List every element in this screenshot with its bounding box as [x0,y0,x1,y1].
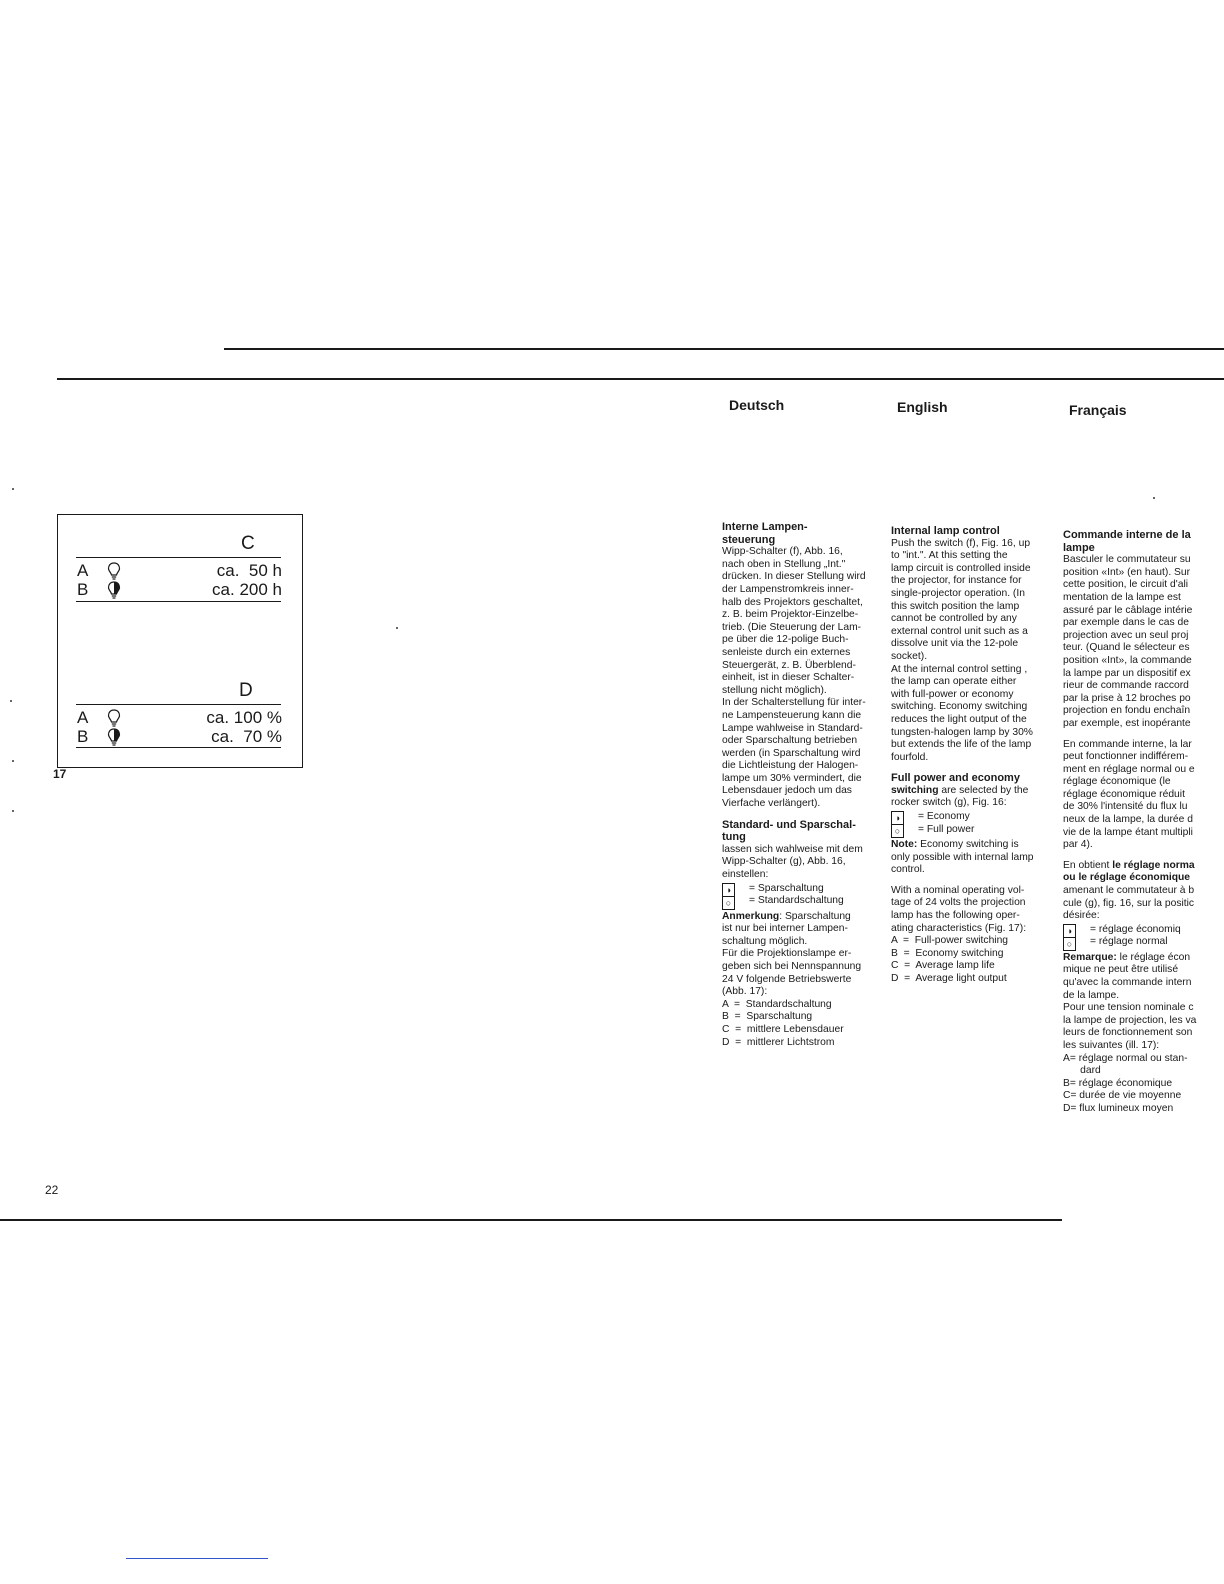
text-line: projection en fondu enchaîn [1063,705,1191,717]
text-line: cule (g), fig. 16, sur la positic [1063,897,1195,909]
text-fragment: En obtient [1063,859,1113,871]
row-letter: A [77,561,89,580]
text-line: Lampe wahlweise in Standard- [722,722,863,734]
language-heading-francais: Français [1069,402,1127,418]
table-row [77,561,282,581]
text-line: de la lampe. [1063,989,1120,1001]
section-heading: Internal lamp control [891,525,1000,537]
text-line: z. B. beim Projektor-Einzelbe- [722,609,859,621]
text-line: cette position, le circuit d'ali [1063,579,1189,591]
text-line: neux de la lampe, la durée d [1063,814,1193,826]
text-line: mentation de la lampe est [1063,591,1181,603]
row-value: ca. 70 % [211,727,282,746]
rocker-switch-icon: ◑ ○ [722,883,735,910]
table-rule [76,557,281,558]
text-line: ment en réglage normal ou e [1063,763,1195,775]
text-line: Basculer le commutateur su [1063,554,1191,566]
text-line: einheit, ist in dieser Schalter- [722,672,855,684]
legend-line: D = mittlerer Lichtstrom [722,1036,835,1048]
rocker-switch-icon: ◑ ○ [1063,924,1076,951]
link-underline [126,1558,268,1559]
text-line: halb des Projektors geschaltet, [722,596,863,608]
text-line: Pour une tension nominale c [1063,1002,1194,1014]
text-line: the lamp can operate either [891,676,1017,688]
section-heading: lampe [1063,541,1095,554]
column-francais [1063,529,1224,1116]
bulb-half-filled-icon [107,728,121,746]
bold-term: switching [891,784,939,796]
text-line: ating characteristics (Fig. 17): [891,922,1027,934]
switch-label: = Full power [918,823,975,835]
text-line: but extends the life of the lamp [891,739,1032,751]
text-line: assuré par le câblage intérie [1063,604,1193,616]
note-label: Note: [891,839,918,851]
text-line: Lebensdauer jedoch um das [722,785,852,797]
row-letter: A [77,708,89,727]
legend-line: dard [1063,1065,1101,1077]
text-line: the projector, for instance for [891,575,1022,587]
text-line: par exemple, est inopérante [1063,717,1191,729]
text-line: ne Lampensteuerung kann die [722,709,862,721]
switch-legend [722,883,890,910]
text-line: Steuergerät, z. B. Überblend- [722,659,856,671]
text-line: lassen sich wahlweise mit dem [722,843,863,855]
table-row [77,580,282,600]
section-heading: steuerung [722,533,776,546]
bulb-outline-icon [107,709,121,727]
switch-label: = Sparschaltung [749,882,824,894]
text-line: teur. (Quand le sélecteur es [1063,642,1190,654]
column-d-header: D [239,680,253,701]
legend-line: C = Average lamp life [891,960,995,972]
page-number: 22 [45,1183,59,1197]
text-line: position «Int» (en haut). Sur [1063,566,1191,578]
text-line: with full-power or economy [891,688,1014,700]
text-line: Wipp-Schalter (g), Abb. 16, [722,856,846,868]
legend-line: A = Standardschaltung [722,998,832,1010]
row-letter: B [77,727,89,746]
text-line: external control unit such as a [891,625,1028,637]
section-heading: Full power and economy [891,772,1020,785]
scan-speck [1153,497,1155,499]
text-line: At the internal control setting , [891,663,1028,675]
scan-speck [396,627,398,629]
text-line: lampe um 30% vermindert, die [722,772,862,784]
text-line: cannot be controlled by any [891,613,1017,625]
row-letter: B [77,580,89,599]
text-line: switching. Economy switching [891,701,1028,713]
text-line: tage of 24 volts the projection [891,897,1026,909]
switch-label: = réglage économiq [1090,923,1181,935]
text-line: qu'avec la commande intern [1063,977,1192,988]
figure-number: 17 [53,767,67,781]
text-line: drücken. In dieser Stellung wird [722,571,866,583]
text-line: fourfold. [891,751,929,763]
legend-line: B= réglage économique [1063,1077,1173,1089]
switch-label: = Economy [918,811,970,823]
text-line: die Lichtleistung der Halogen- [722,760,859,772]
legend-line: B = Sparschaltung [722,1011,813,1023]
text-line: this switch position the lamp [891,600,1020,612]
table-rule [76,747,281,748]
switch-legend [891,811,1061,838]
legend-line: C = mittlere Lebensdauer [722,1023,844,1035]
text-line: oder Sparschaltung betrieben [722,735,858,747]
legend-line: A= réglage normal ou stan- [1063,1052,1188,1064]
text-line: control. [891,864,925,876]
table-rule [76,601,281,602]
text-line: (Abb. 17): [722,986,768,998]
text-line: position «Int», la commande [1063,654,1192,666]
note-text: Economy switching is [917,839,1019,851]
language-heading-deutsch: Deutsch [729,397,785,413]
row-value: ca. 200 h [212,580,282,599]
text-line: les suivantes (ill. 17): [1063,1039,1160,1051]
text-line: peut fonctionner indifférem- [1063,751,1189,763]
note-line [891,839,1061,852]
text-line: reduces the light output of the [891,713,1027,725]
text-line: pe über die 12-polige Buch- [722,634,849,646]
rocker-switch-icon: ◑ ○ [891,811,904,838]
text-line: réglage économique (le [1063,776,1171,788]
table-row [77,727,282,747]
legend-line: B = Economy switching [891,947,1004,959]
text-line: nach oben in Stellung „Int." [722,558,846,570]
row-value: ca. 50 h [216,561,282,580]
text-line: désirée: [1063,910,1100,922]
bulb-outline-icon [107,562,121,580]
top-rule [224,348,1224,350]
text-line: réglage économique réduit [1063,788,1185,800]
text-line: lamp circuit is controlled inside [891,562,1031,574]
bold-term: le réglage norma [1112,859,1195,871]
scan-speck [12,760,14,762]
switch-label: = Standardschaltung [749,895,844,907]
text-line: rieur de commande raccord [1063,680,1189,692]
text-line: single-projector operation. (In [891,587,1025,599]
switch-legend [1063,924,1224,951]
text-line: to "int.". At this setting the [891,550,1008,562]
text-line: In der Schalterstellung für inter- [722,697,866,709]
legend-line: A = Full-power switching [891,935,1009,947]
column-c-header: C [241,533,255,554]
scan-speck [10,700,12,702]
text-line: projection avec un seul proj [1063,629,1189,641]
text-line: Vierfache verlängert). [722,798,821,810]
text-line: la lampe de projection, les va [1063,1014,1197,1026]
legend-line: D = Average light output [891,973,1007,984]
text-line: rocker switch (g), Fig. 16: [891,797,1007,809]
figure-17-table [57,514,303,768]
note-text: le réglage écon [1116,951,1191,963]
note-label: Remarque: [1063,951,1117,963]
language-heading-english: English [897,399,948,415]
row-value: ca. 100 % [206,708,282,727]
text-line [891,785,1061,798]
text-line: amenant le commutateur à b [1063,885,1195,897]
text-line: werden (in Sparschaltung wird [722,747,861,759]
text-line: la lampe par un dispositif ex [1063,667,1191,679]
scan-speck [12,810,14,812]
text-line: par la prise à 12 broches po [1063,692,1191,704]
text-line: ist nur bei interner Lampen- [722,923,848,935]
section-heading: Standard- und Sparschal- [722,818,856,831]
text-line: vie de la lampe étant multipli [1063,826,1193,838]
bold-term: ou le réglage économique [1063,872,1191,884]
note-line [722,911,890,924]
text-line: par 4). [1063,839,1093,851]
text-line: Push the switch (f), Fig. 16, up [891,537,1031,549]
text-line: 24 V folgende Betriebswerte [722,973,852,985]
text-line: dissolve unit via the 12-pole [891,638,1019,650]
text-line: socket). [891,650,928,662]
text-line: trieb. (Die Steuerung der Lam- [722,621,862,633]
section-heading: Interne Lampen- [722,521,808,533]
switch-label: = réglage normal [1090,936,1168,948]
legend-line: D= flux lumineux moyen [1063,1102,1174,1114]
bulb-half-filled-icon [107,581,121,599]
text-line: Für die Projektionslampe er- [722,948,852,960]
text-line: stellung nicht möglich). [722,684,827,696]
text-line [1063,872,1224,885]
text-line: lamp has the following oper- [891,910,1020,922]
text-line: mique ne peut être utilisé [1063,964,1179,976]
note-line [1063,952,1224,965]
section-heading: Commande interne de la [1063,529,1191,541]
text-line: En commande interne, la lar [1063,738,1192,750]
text-line [1063,860,1224,873]
text-line: only possible with internal lamp [891,851,1034,863]
section-heading: tung [722,831,746,844]
text-line: leurs de fonctionnement son [1063,1027,1193,1039]
note-text: : Sparschaltung [779,910,851,922]
header-rule [57,378,1224,380]
text-line: With a nominal operating vol- [891,884,1025,896]
text-line: Wipp-Schalter (f), Abb. 16, [722,546,843,558]
text-line: par exemple dans le cas de [1063,617,1189,629]
text-line: einstellen: [722,869,769,881]
column-english [891,525,1061,986]
bottom-rule [0,1219,1062,1221]
text-line: geben sich bei Nennspannung [722,961,862,972]
text-line: tungsten-halogen lamp by 30% [891,726,1033,738]
text-line: schaltung möglich. [722,935,808,947]
legend-line: C= durée de vie moyenne [1063,1090,1182,1102]
text-fragment: are selected by the [938,784,1029,796]
text-line: der Lampenstromkreis inner- [722,583,854,595]
note-label: Anmerkung [722,910,780,922]
column-deutsch [722,521,890,1049]
table-rule [76,704,281,705]
text-line: de 30% l'intensité du flux lu [1063,801,1188,813]
text-line: senleiste durch ein externes [722,646,851,658]
scan-speck [12,488,14,490]
table-row [77,708,282,728]
